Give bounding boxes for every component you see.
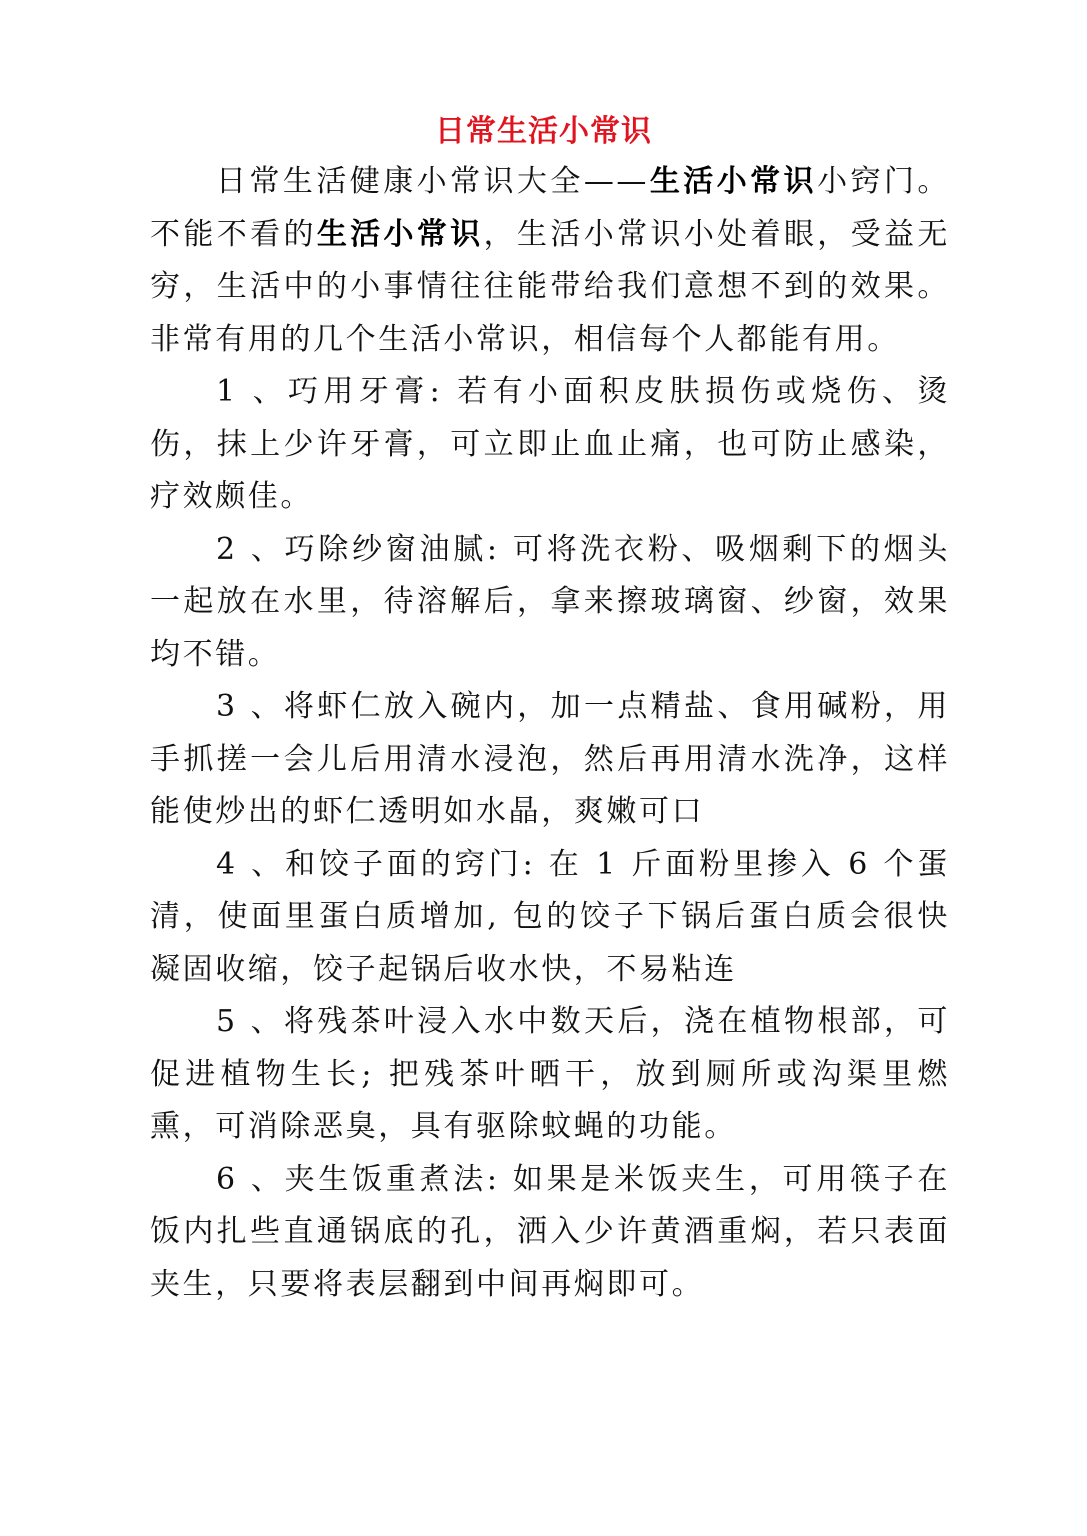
intro-text: 小窍门。不能不看的 <box>150 164 950 252</box>
tip-paragraph-6: 6 、夹生饭重煮法: 如果是米饭夹生，可用筷子在饭内扎些直通锅底的孔，洒入少许黄酒重焖，若只表面夹生，只要将表层翻到中间再焖即可。 <box>150 1161 950 1302</box>
document-title: 日常生活小常识 <box>435 114 652 149</box>
tip-paragraph-5: 5 、将残茶叶浸入水中数天后，浇在植物根部，可促进植物生长; 把残茶叶晒干，放到厕所或沟渠里燃熏，可消除恶臭，具有驱除蚊蝇的功能。 <box>150 1004 950 1144</box>
intro-paragraph <box>150 156 950 366</box>
intro-text: 日常生活健康小常识大全—— <box>216 164 650 199</box>
document-body <box>150 156 950 1311</box>
tip-paragraph-2: 2 、巧除纱窗油腻: 可将洗衣粉、吸烟剩下的烟头一起放在水里，待溶解后，拿来擦玻璃窗、纱窗，效果均不错。 <box>150 531 950 672</box>
tip-paragraph-4: 4 、和饺子面的窍门: 在 1 斤面粉里掺入 6 个蛋清，使面里蛋白质增加, 包的饺子下锅后蛋白质会很快凝固收缩，饺子起锅后收水快，不易粘连 <box>150 846 950 987</box>
intro-keyword: 生活小常识 <box>649 164 818 199</box>
intro-keyword: 生活小常识 <box>316 216 484 252</box>
intro-text: ，生活小常识小处着眼，受益无穷，生活中的小事情往往能带给我们意想不到的效果。非常有用的几个生活小常识，相信每个人都能有用。 <box>150 216 951 357</box>
tip-paragraph-3: 3 、将虾仁放入碗内，加一点精盐、食用碱粉，用手抓搓一会儿后用清水浸泡，然后再用清水洗净，这样能使炒出的虾仁透明如水晶，爽嫩可口 <box>150 689 950 829</box>
tip-paragraph-1: 1 、巧用牙膏: 若有小面积皮肤损伤或烧伤、烫伤，抹上少许牙膏，可立即止血止痛，也可防止感染，疗效颇佳。 <box>150 374 950 514</box>
